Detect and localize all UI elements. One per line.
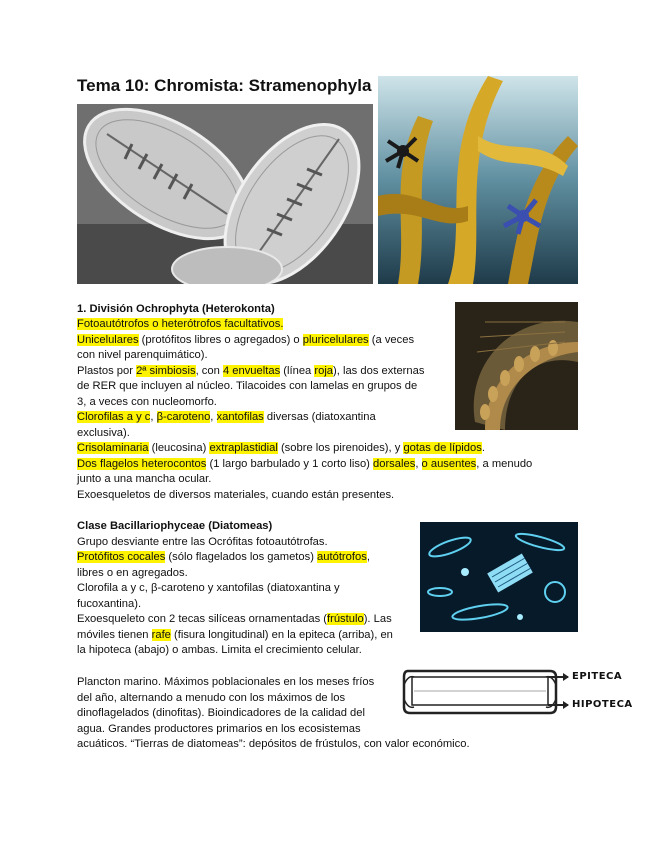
section1-line: Crisolaminaria (leucosina) extraplastidial (sobre los pirenoides), y gotas de lípidos. [77, 442, 485, 454]
section1-line: Plastos por 2ª simbiosis, con 4 envueltas (línea roja), las dos externas [77, 365, 425, 377]
epiteca-label: EPITECA [572, 671, 623, 682]
section3-line: agua. Grandes productores primarios en los ecosistemas [77, 723, 361, 735]
section1-line: Exoesqueletos de diversos materiales, cuando están presentes. [77, 489, 395, 501]
section2-line: fucoxantina). [77, 598, 142, 610]
section3-line: dinoflagelados (dinofitas). Bioindicadores de la calidad del [77, 707, 365, 719]
page-title: Tema 10: Chromista: Stramenophyla [77, 76, 372, 95]
section2-line: libres o en agregados. [77, 567, 188, 579]
section1-line: con nivel parenquimático). [77, 349, 208, 361]
section1-line: Fotoautótrofos o heterótrofos facultativos. [77, 318, 284, 330]
section1-line: Dos flagelos heterocontos (1 largo barbulado y 1 corto liso) dorsales, o ausentes, a menudo [77, 458, 533, 470]
section1-line: exclusiva). [77, 427, 130, 439]
section3-line: del año, alternando a menudo con los máximos de los [77, 692, 346, 704]
section1-line: de RER que incluyen al núcleo. Tilacoides con lamelas en grupos de [77, 380, 418, 392]
hipoteca-label: HIPOTECA [572, 699, 633, 710]
section2-line: la hipoteca (abajo) o ambas. Limita el crecimiento celular. [77, 644, 362, 656]
section2-line: Protófitos cocales (sólo flagelados los gametos) autótrofos, [77, 551, 370, 563]
frustule-diagram [400, 663, 560, 723]
section1-line: Clorofilas a y c, β-caroteno, xantofilas diversas (diatoxantina [77, 411, 376, 423]
section2-line: Exoesqueleto con 2 tecas silíceas ornamentadas (frústulo). Las [77, 613, 392, 625]
diatom-sem-image [77, 104, 373, 284]
arrow-icon [563, 701, 569, 709]
diatoms-microscopy-image [420, 522, 578, 632]
section2-heading: Clase Bacillariophyceae (Diatomeas) [77, 520, 273, 532]
section2-line: móviles tienen rafe (fisura longitudinal) en la epiteca (arriba), en [77, 629, 393, 641]
section2-line: Grupo desviante entre las Ocrófitas fotoautótrofas. [77, 536, 328, 548]
section2-line: Clorofila a y c, β-caroteno y xantofilas (diatoxantina y [77, 582, 340, 594]
section3-line: Plancton marino. Máximos poblacionales en los meses fríos [77, 676, 375, 688]
section1-heading: 1. División Ochrophyta (Heterokonta) [77, 303, 275, 315]
section1-line: Unicelulares (protófitos libres o agregados) o pluricelulares (a veces [77, 334, 415, 346]
arrow-icon [563, 673, 569, 681]
section1-line: 3, a veces con nucleomorfo. [77, 396, 217, 408]
kelp-forest-image [378, 76, 578, 284]
section1-line: junto a una mancha ocular. [77, 473, 212, 485]
section3-line: acuáticos. “Tierras de diatomeas”: depósitos de frústulos, con valor económico. [77, 738, 470, 750]
ochrophyta-microscopy-image [455, 302, 578, 430]
